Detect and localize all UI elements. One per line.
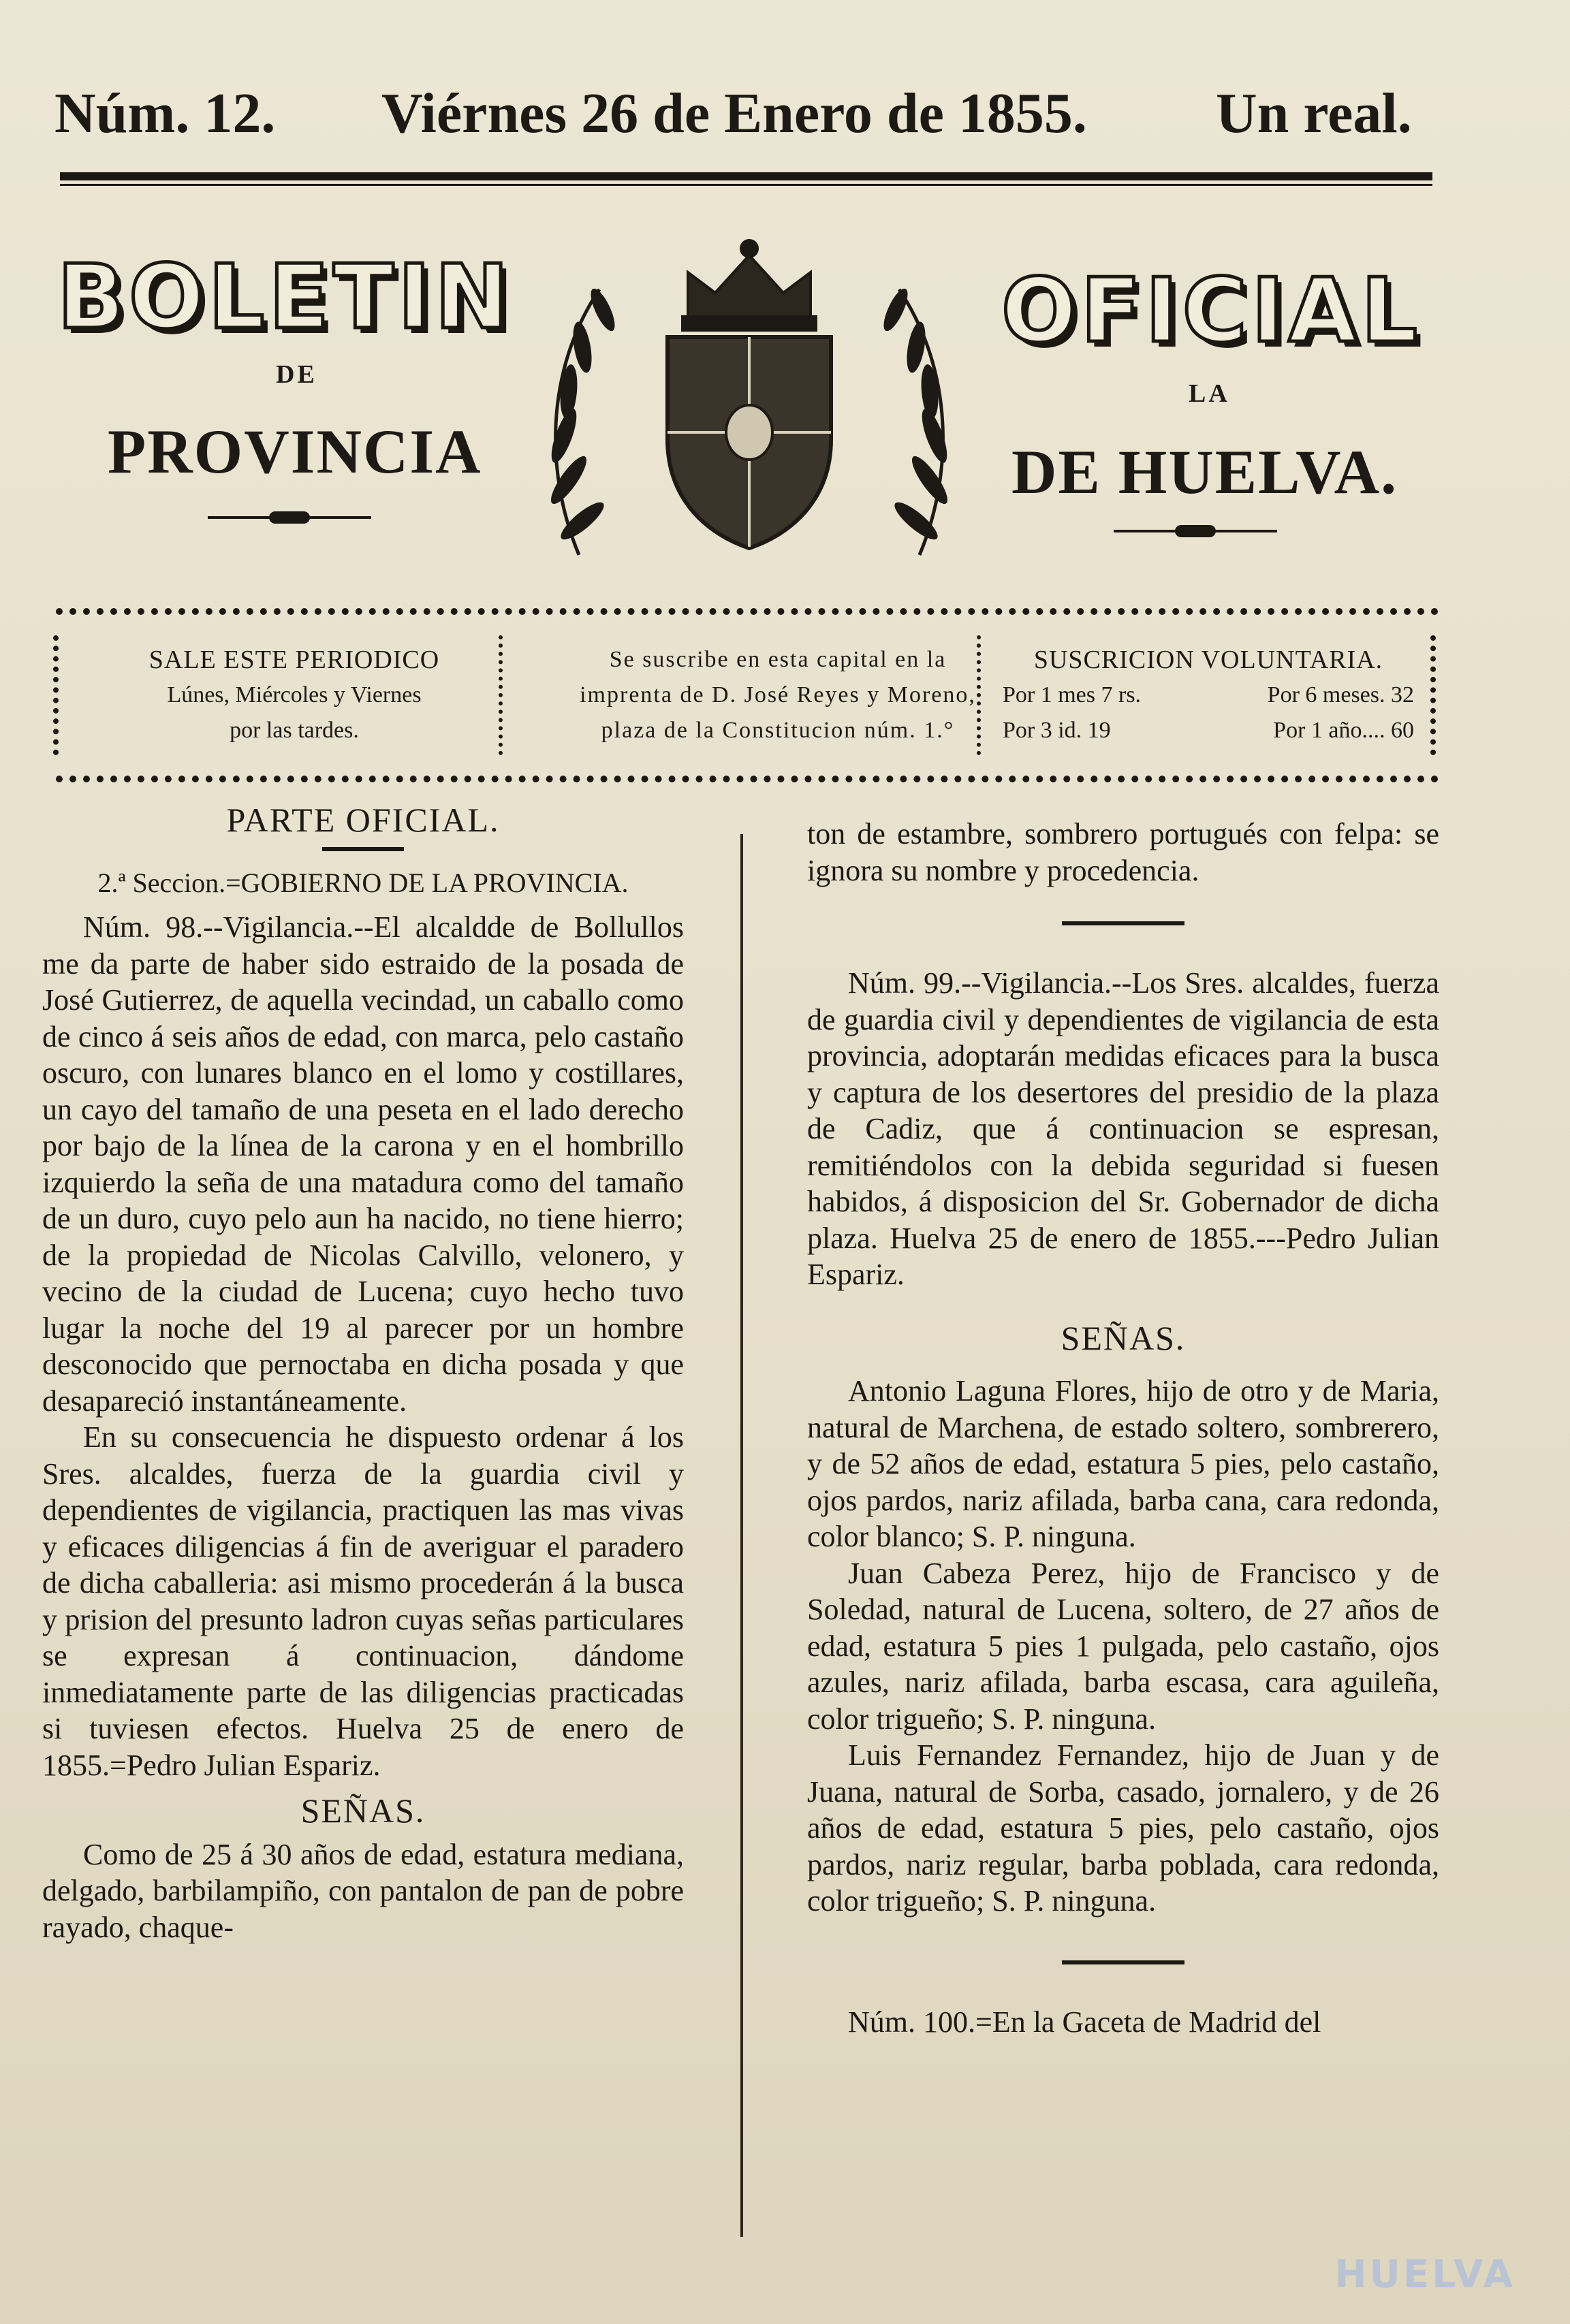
senas-title: SEÑAS. — [1061, 1318, 1186, 1357]
price-6-months: Por 6 meses. 32 — [1267, 682, 1414, 707]
schedule-line: SALE ESTE PERIODICO — [148, 646, 440, 674]
subsection-title: 2.ª Seccion.=GOBIERNO DE LA PROVINCIA. — [97, 867, 629, 898]
column-divider — [740, 834, 743, 2237]
schedule-line: Lúnes, Miércoles y Viernes — [167, 682, 422, 707]
right-column — [807, 816, 1439, 2040]
coat-of-arms-emblem — [518, 214, 981, 569]
article-98-paragraph: En su consecuencia he dispuesto ordenar á los Sres. alcaldes, fuerza de la guardia civil y dependientes de vigilancia, practiquen las mas vivas y eficaces diligencias á fin de averiguar el paradero de dicha caballeria: asi mismo procederán á la busca y prision del presunto ladron cuyas señas particulares se expresan á continuacion, dándome inmediatamente parte de las diligencias practicadas si tuviesen efectos. Huelva 25 de enero de 1855.=Pedro Julian Espariz. — [42, 1420, 684, 1782]
article-99-paragraph: Núm. 99.--Vigilancia.--Los Sres. alcaldes, fuerza de guardia civil y dependientes de vigilancia de esta provincia, adoptarán medidas eficaces para la busca y captura de los desertores del presidio de la plaza de Cadiz, que á continuacion se espresan, remitiéndolos con la debida seguridad si fuesen habidos, á disposicion del Sr. Gobernador de dicha plaza. Huelva 25 de enero de 1855.---Pedro Julian Espariz. — [807, 966, 1439, 1291]
senas-title: SEÑAS. — [300, 1792, 426, 1830]
location-line: Se suscribe en esta capital en la — [609, 647, 947, 672]
publication-schedule — [83, 642, 505, 748]
article-separator — [1062, 921, 1184, 925]
deserter-description: Antonio Laguna Flores, hijo de otro y de Maria, natural de Marchena, de estado soltero, sombrerero, y de 52 años de edad, estatura 5 pies, pelo castaño, ojos pardos, nariz afilada, barba cana, cara redonda, color blanco; S. P. ninguna. — [807, 1374, 1439, 1553]
price-3-months: Por 3 id. 19 — [1003, 718, 1111, 743]
box-border-left — [53, 635, 64, 755]
masthead-provincia: PROVINCIA — [108, 417, 482, 486]
issue-price: Un real. — [1216, 82, 1412, 145]
box-border-right — [1430, 635, 1441, 755]
masthead-la: LA — [1189, 379, 1230, 408]
article-98-paragraph: Núm. 98.--Vigilancia.--El alcaldde de Bollullos me da parte de haber sido estraido de la posada de José Gutierrez, de aquella vecindad, un caballo como de cinco á seis años de edad, con marca, pelo castaño oscuro, con lunares blanco en el lomo y costillares, un cayo del tamaño de una peseta en el lado derecho por bajo de la línea de la carona y en el hombrillo izquierdo la seña de una matadura como del tamaño de un duro, cuyo pelo aun ha nacido, no tiene hierro; de la propiedad de Nicolas Calvillo, velonero, y vecino de la ciudad de Lucena; cuyo hecho tuvo lugar la noche del 19 al parecer por un hombre desconocido que pernoctaba en dicha posada y que desapareció instantáneamente. — [42, 910, 684, 1418]
article-98-description: Como de 25 á 30 años de edad, estatura mediana, delgado, barbilampiño, con pantalon de pan de pobre rayado, chaque- — [42, 1837, 684, 1944]
price-1-month: Por 1 mes 7 rs. — [1003, 682, 1142, 707]
location-line: plaza de la Constitucion núm. 1.° — [601, 718, 955, 743]
subscription-info-box — [56, 608, 1439, 782]
section-separator — [322, 847, 404, 851]
header-rule — [60, 172, 1432, 180]
price-1-year: Por 1 año.... 60 — [1273, 718, 1414, 743]
masthead-de: DE — [276, 360, 317, 389]
issue-date: Viérnes 26 de Enero de 1855. — [381, 82, 1087, 145]
masthead-de-huelva: DE HUELVA. — [1011, 437, 1398, 507]
article-separator — [1062, 1960, 1184, 1964]
header-rule-thin — [60, 184, 1432, 186]
subscription-location — [516, 642, 1040, 748]
schedule-line: por las tardes. — [230, 718, 359, 743]
issue-number: Núm. 12. — [54, 82, 276, 145]
ornament-left — [208, 516, 371, 519]
article-98-description-continued: ton de estambre, sombrero portugués con felpa: se ignora su nombre y procedencia. — [807, 817, 1439, 887]
ornament-right — [1114, 530, 1277, 532]
watermark-logo: HUELVA — [1334, 2253, 1516, 2297]
deserter-description: Luis Fernandez Fernandez, hijo de Juan y de Juana, natural de Sorba, casado, jornalero, y de 26 años de edad, estatura 5 pies, pelo castaño, ojos pardos, nariz regular, barba poblada, cara redonda, color trigueño; S. P. ninguna. — [807, 1738, 1439, 1917]
masthead-oficial: OFICIAL — [1001, 259, 1422, 362]
section-title: PARTE OFICIAL. — [226, 801, 500, 839]
article-100-paragraph: Núm. 100.=En la Gaceta de Madrid del — [848, 2005, 1321, 2039]
deserter-description: Juan Cabeza Perez, hijo de Francisco y de Soledad, natural de Lucena, soltero, de 27 años de edad, estatura 5 pies 1 pulgada, pelo castaño, ojos azules, nariz afilada, barba escasa, cara aguileña, color trigueño; S. P. ninguna. — [807, 1556, 1439, 1736]
left-column — [42, 802, 684, 1945]
masthead-boletin: BOLETIN — [57, 245, 514, 349]
location-line: imprenta de D. José Reyes y Moreno, — [580, 682, 976, 707]
subscription-prices — [990, 642, 1426, 748]
box-separator — [977, 635, 988, 755]
prices-title: SUSCRICION VOLUNTARIA. — [1033, 646, 1383, 674]
box-separator — [499, 635, 509, 755]
